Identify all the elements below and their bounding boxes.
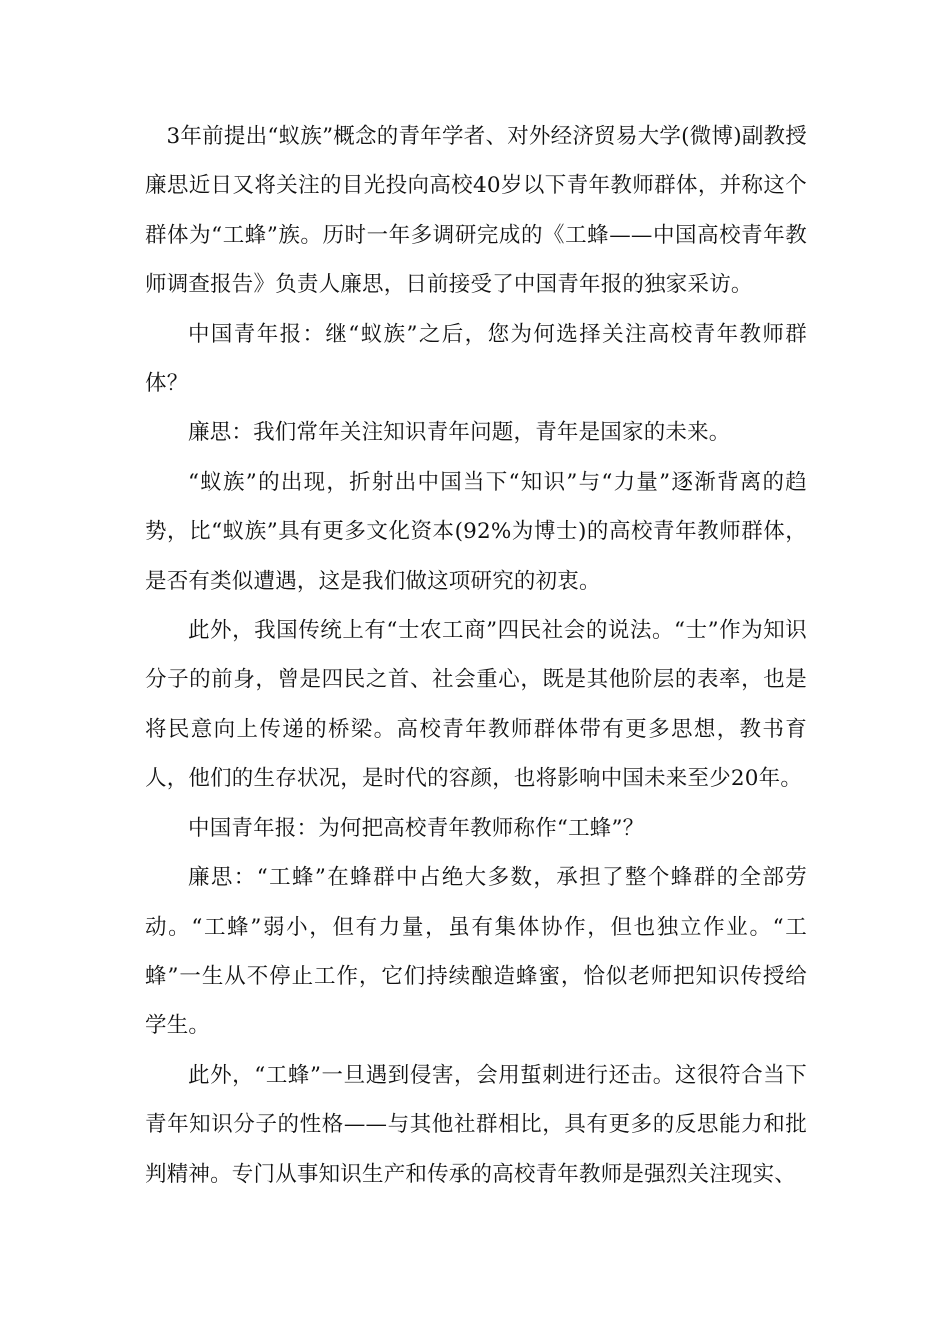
paragraph-intro: 3年前提出“蚁族”概念的青年学者、对外经济贸易大学(微博)副教授廉思近日又将关注的目光投向高校40岁以下青年教师群体，并称这个群体为“工蜂”族。历时一年多调研完成的《工蜂——中国高校青年教师调查报告》负责人廉思，日前接受了中国青年报的独家采访。 bbox=[145, 124, 807, 298]
paragraph-answer-2b: 此外，“工蜂”一旦遇到侵害，会用蜇刺进行还击。这很符合当下青年知识分子的性格——与其他社群相比，具有更多的反思能力和批判精神。专门从事知识生产和传承的高校青年教师是强烈关注现实、 bbox=[145, 1062, 807, 1187]
paragraph-question-1: 中国青年报：继“蚁族”之后，您为何选择关注高校青年教师群体？ bbox=[145, 321, 807, 397]
paragraph-answer-1a: 廉思：我们常年关注知识青年问题，青年是国家的未来。 bbox=[188, 420, 731, 446]
article-body bbox=[145, 112, 807, 1199]
paragraph-answer-1c: 此外，我国传统上有“士农工商”四民社会的说法。“士”作为知识分子的前身，曾是四民之首、社会重心，既是其他阶层的表率，也是将民意向上传递的桥梁。高校青年教师群体带有更多思想，教书育人，他们的生存状况，是时代的容颜，也将影响中国未来至少20年。 bbox=[145, 618, 807, 792]
paragraph-answer-2a: 廉思：“工蜂”在蜂群中占绝大多数，承担了整个蜂群的全部劳动。“工蜂”弱小，但有力量，虽有集体协作，但也独立作业。“工蜂”一生从不停止工作，它们持续酿造蜂蜜，恰似老师把知识传授给学生。 bbox=[145, 865, 807, 1039]
paragraph-question-2: 中国青年报：为何把高校青年教师称作“工蜂”？ bbox=[188, 815, 645, 841]
paragraph-answer-1b: “蚁族”的出现，折射出中国当下“知识”与“力量”逐渐背离的趋势，比“蚁族”具有更多文化资本(92%为博士)的高校青年教师群体，是否有类似遭遇，这是我们做这项研究的初衷。 bbox=[145, 469, 807, 594]
